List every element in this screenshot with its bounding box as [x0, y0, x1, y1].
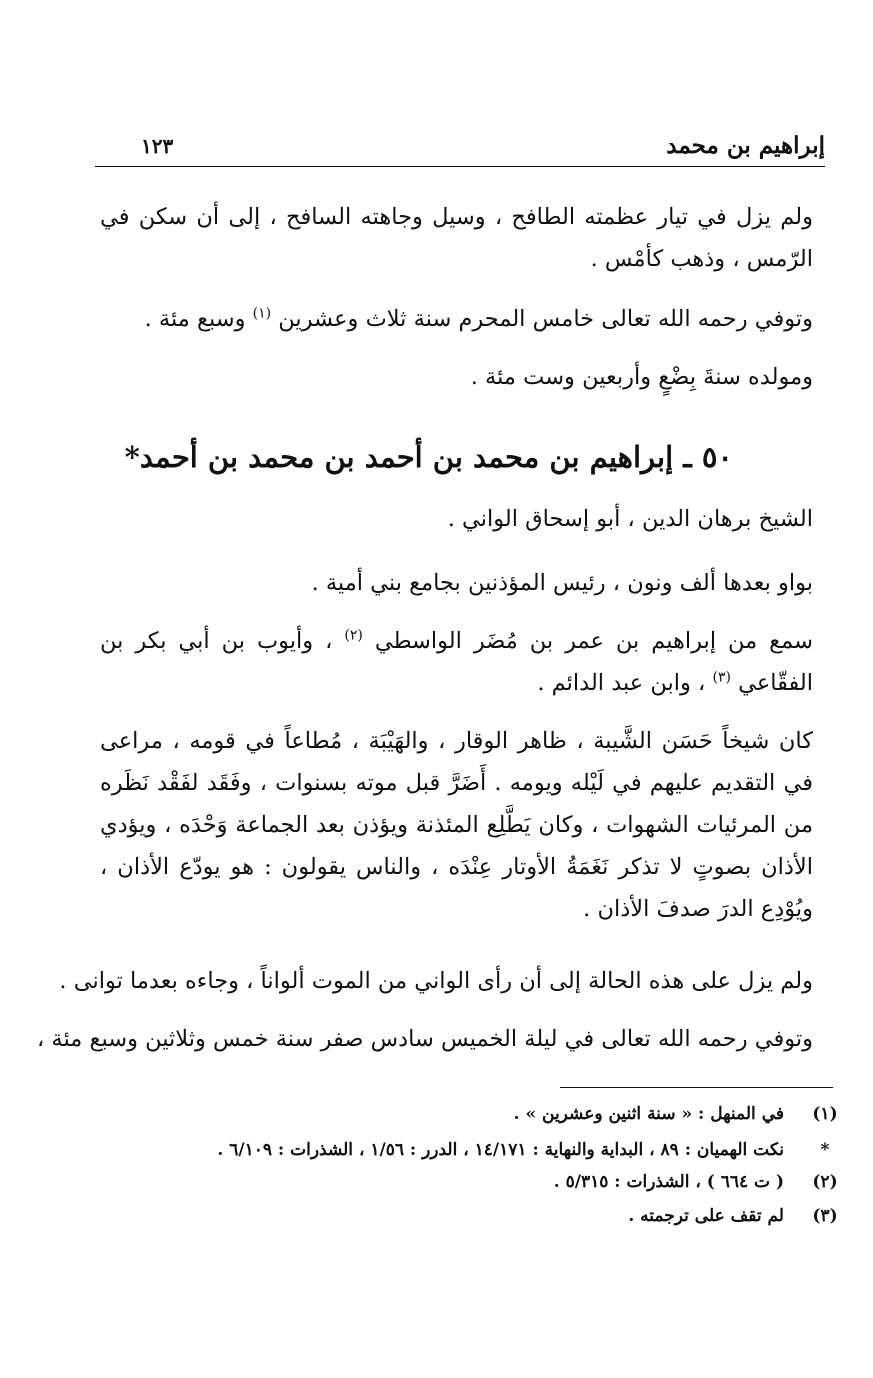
- paragraph-title: الشيخ برهان الدين ، أبو إسحاق الواني .: [447, 506, 813, 532]
- running-title: إبراهيم بن محمد: [666, 132, 825, 159]
- paragraph-2-text: وتوفي رحمه الله تعالى خامس المحرم سنة ثلاث وعشرين: [278, 306, 813, 332]
- footnote: [180, 1098, 840, 1130]
- paragraph-birth: ومولده سنةَ بِضْعٍ وأربعين وست مئة .: [470, 364, 813, 390]
- footnote-text: لم تقف على ترجمته .: [628, 1206, 784, 1226]
- footnote-text: في المنهل : « سنة اثنين وعشرين » .: [513, 1104, 784, 1124]
- footnote-ref-1: (١): [252, 305, 272, 322]
- footnote-mark: *: [820, 1140, 830, 1160]
- footnote-divider: [560, 1087, 833, 1088]
- paragraph-1: ولم يزل في تيار عظمته الطافح ، وسيل وجاهته السافح ، إلى أن سكن في الرّمس ، وذهب كأمْس .: [100, 204, 813, 272]
- page-header: [95, 128, 825, 164]
- paragraph-2-text-end: وسبع مئة .: [144, 306, 246, 332]
- footnote-text: نكت الهميان : ٨٩ ، البداية والنهاية : ١٤/١٧١ ، الدرر : ١/٥٦ ، الشذرات : ٦/١٠٩ .: [217, 1140, 784, 1160]
- paragraph-6-text: سمع من إبراهيم بن عمر بن مُضَر الواسطي: [374, 628, 814, 654]
- paragraph-condition: ولم يزل على هذه الحالة إلى أن رأى الواني من الموت ألواناً ، وجاءه بعدما توانى .: [59, 968, 813, 994]
- paragraph-teachers: [100, 620, 813, 704]
- paragraph-6-text-mid: ، وأيوب بن أبي بكر بن الفقّاعي: [100, 628, 813, 696]
- footnote: [180, 1134, 840, 1166]
- paragraph-death: وتوفي رحمه الله تعالى في ليلة الخميس سادس صفر سنة خمس وثلاثين وسبع مئة ،: [37, 1026, 813, 1052]
- footnote-ref-2: (٢): [344, 627, 363, 644]
- paragraph-description: كان شيخاً حَسَن الشَّيبة ، ظاهر الوقار ، والهَيْبَة ، مُطاعاً في قومه ، مراعى في التقديم عليهم في لَيْله ويومه . أَضَرَّ قبل موته بسنوات ، وفَقَد لفَقْد نَظَره من المرئيات الشهوات ، وكان يَطَّلِع المئذنة ويؤذن بعد الجماعة وَحْدَه ، ويؤدي الأذان بصوتٍ لا تذكر نَغَمَةُ الأوتار عِنْدَه ، والناس يقولون : هو يودّع الأذان ، ويُوْدِع الدرَ صدفَ الأذان .: [100, 728, 813, 922]
- header-divider: [95, 166, 825, 167]
- paragraph-6-text-end: ، وابن عبد الدائم .: [537, 670, 706, 696]
- footnote-text: ( ت ٦٦٤ ) ، الشذرات : ٥/٣١٥ .: [553, 1172, 784, 1192]
- footnote-mark: (٣): [812, 1206, 838, 1226]
- footnote-mark: (١): [812, 1104, 838, 1124]
- entry-heading: ٥٠ ـ إبراهيم بن محمد بن أحمد بن محمد بن أحمد*: [124, 440, 733, 474]
- paragraph-spelling: بواو بعدها ألف ونون ، رئيس المؤذنين بجامع بني أمية .: [311, 570, 813, 596]
- footnote-mark: (٢): [812, 1172, 838, 1192]
- page-number: ١٢٣: [141, 134, 174, 158]
- footnote: [180, 1200, 840, 1232]
- footnote: [180, 1166, 840, 1198]
- footnote-ref-3: (٣): [712, 669, 731, 686]
- paragraph-death-date: [100, 298, 813, 340]
